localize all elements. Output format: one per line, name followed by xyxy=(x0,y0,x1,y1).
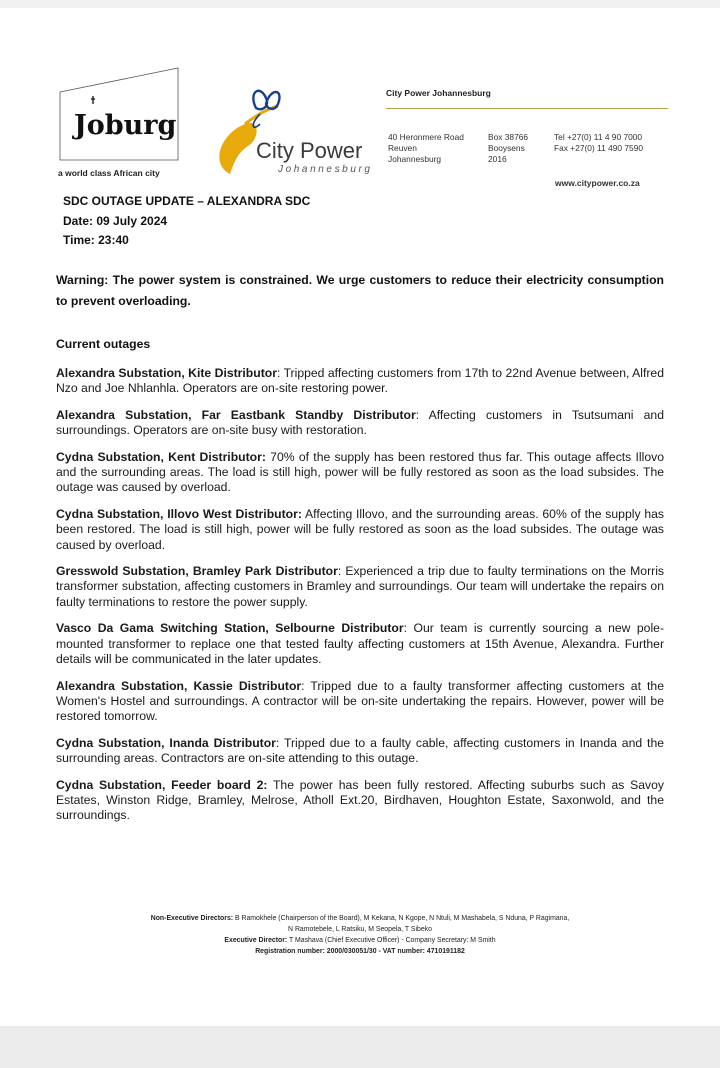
outage-details: : Experienced a trip due to faulty terminations on the Morris transformer substation, affecting customers in Bramley and surroundings. Our team will undertake the repairs on faulty terminations to restore the power supply. xyxy=(56,564,664,609)
outage-location: Cydna Substation, Illovo West Distributor: xyxy=(56,506,302,521)
outage-details: : Tripped due to a faulty cable, affecting customers in Inanda and the surrounding areas. Contractors are on-site attending to this outage. xyxy=(56,735,664,766)
footer-directors-names: B Ramokhele (Chairperson of the Board), M Kekana, N Kgope, N Ntuli, M Mashabela, S Nduna, P Ragimana, xyxy=(233,915,570,922)
outage-location: Alexandra Substation, Kassie Distributor xyxy=(56,678,302,693)
outage-location: Vasco Da Gama Switching Station, Selbourne Distributor xyxy=(56,621,404,636)
address-line: 40 Heronmere Road xyxy=(388,132,464,142)
outage-location: Cydna Substation, Inanda Distributor xyxy=(56,735,276,750)
footer-executive-names: T Mashava (Chief Executive Officer) - Company Secretary: M Smith xyxy=(287,937,496,944)
title-block xyxy=(63,192,310,251)
outage-item xyxy=(56,366,664,397)
header-divider xyxy=(386,108,668,109)
viewer-background xyxy=(0,1026,720,1068)
outage-location: Cydna Substation, Kent Distributor: xyxy=(56,449,266,464)
footer-directors-label: Non-Executive Directors: xyxy=(150,915,234,922)
outage-item xyxy=(56,507,664,553)
outage-item xyxy=(56,621,664,667)
company-name: City Power Johannesburg xyxy=(386,88,491,98)
outage-item xyxy=(56,778,664,824)
outage-location: Cydna Substation, Feeder board 2: xyxy=(56,777,268,792)
outage-details: 70% of the supply has been restored thus far. This outage affects Illovo and the surrounding areas. The load is still high, power will be fully restored as soon as the load subsides. The outage was caused by overload. xyxy=(56,449,665,495)
outage-details: : Affecting customers in Tsutsumani and surroundings. Operators are on-site busy with restoration. xyxy=(56,407,664,438)
website-link[interactable]: www.citypower.co.za xyxy=(555,178,640,188)
po-box-block xyxy=(488,132,528,165)
joburg-logo xyxy=(58,66,182,162)
joburg-tagline: a world class African city xyxy=(58,168,160,178)
outage-details: The power has been fully restored. Affecting suburbs such as Savoy Estates, Winston Ridge, Bramley, Melrose, Atholl Ext.20, Birdhaven, Houghton Estate, Saxonwold, and the surroundings. xyxy=(56,777,664,823)
fax: Fax +27(0) 11 490 7590 xyxy=(554,143,644,153)
footer-executive xyxy=(80,935,640,946)
outage-details: : Tripped due to a faulty transformer affecting customers at the Women's Hostel and surroundings. A contractor will be on-site undertaking the repairs. However, power will be restored tomorrow. xyxy=(56,678,664,724)
outage-location: Alexandra Substation, Kite Distributor xyxy=(56,366,277,380)
city-power-subtitle: Johannesburg xyxy=(278,164,373,175)
outage-item xyxy=(56,564,664,610)
outage-details: : Our team is currently sourcing a new pole-mounted transformer to replace one that tested faulty affecting customers at 15th Avenue, Alexandra. Further details will be communicated in the later updates. xyxy=(56,621,664,667)
warning-notice: Warning: The power system is constrained. We urge customers to reduce their electricity consumption to prevent overloading. xyxy=(56,273,664,308)
footer xyxy=(80,913,640,957)
outage-item xyxy=(56,679,664,725)
outage-list xyxy=(56,366,664,835)
outage-item xyxy=(56,736,664,767)
address-line: Johannesburg xyxy=(388,154,442,164)
document-date: Date: 09 July 2024 xyxy=(63,213,168,228)
footer-directors xyxy=(80,913,640,924)
address-line: Reuven xyxy=(388,143,417,153)
footer-directors-cont: N Ramotebele, L Ratsiku, M Seopela, T Sibeko xyxy=(288,926,432,933)
document-time: Time: 23:40 xyxy=(63,233,129,247)
po-box-line: Box 38766 xyxy=(488,132,529,142)
po-box-line: Booysens xyxy=(488,143,525,153)
outage-details: : Tripped affecting customers from 17th to 22nd Avenue between, Alfred Nzo and Joe Nhlanhla. Operators are on-site restoring power. xyxy=(56,366,664,396)
city-power-logo xyxy=(200,84,380,184)
contact-numbers xyxy=(554,132,643,154)
outage-details: Affecting Illovo, and the surrounding areas. 60% of the supply has been restored. The load is still high, power will be fully restored as soon as the load subsides. The outage was caused by overload. xyxy=(56,506,664,552)
document-title: SDC OUTAGE UPDATE – ALEXANDRA SDC xyxy=(63,194,311,208)
outage-location: Gresswold Substation, Bramley Park Distributor xyxy=(56,564,338,579)
outage-location: Alexandra Substation, Far Eastbank Standby Distributor xyxy=(56,407,416,422)
po-box-line: 2016 xyxy=(488,154,507,164)
section-heading: Current outages xyxy=(56,337,151,351)
outage-item xyxy=(56,408,664,439)
joburg-wordmark: Joburg xyxy=(74,110,177,141)
outage-item xyxy=(56,450,664,496)
footer-registration: Registration number: 2000/030051/30 - VAT number: 4710191182 xyxy=(255,948,465,955)
city-power-wordmark: City Power xyxy=(256,138,363,163)
telephone: Tel +27(0) 11 4 90 7000 xyxy=(554,132,643,142)
footer-executive-label: Executive Director: xyxy=(224,937,288,944)
address-block xyxy=(388,132,464,165)
